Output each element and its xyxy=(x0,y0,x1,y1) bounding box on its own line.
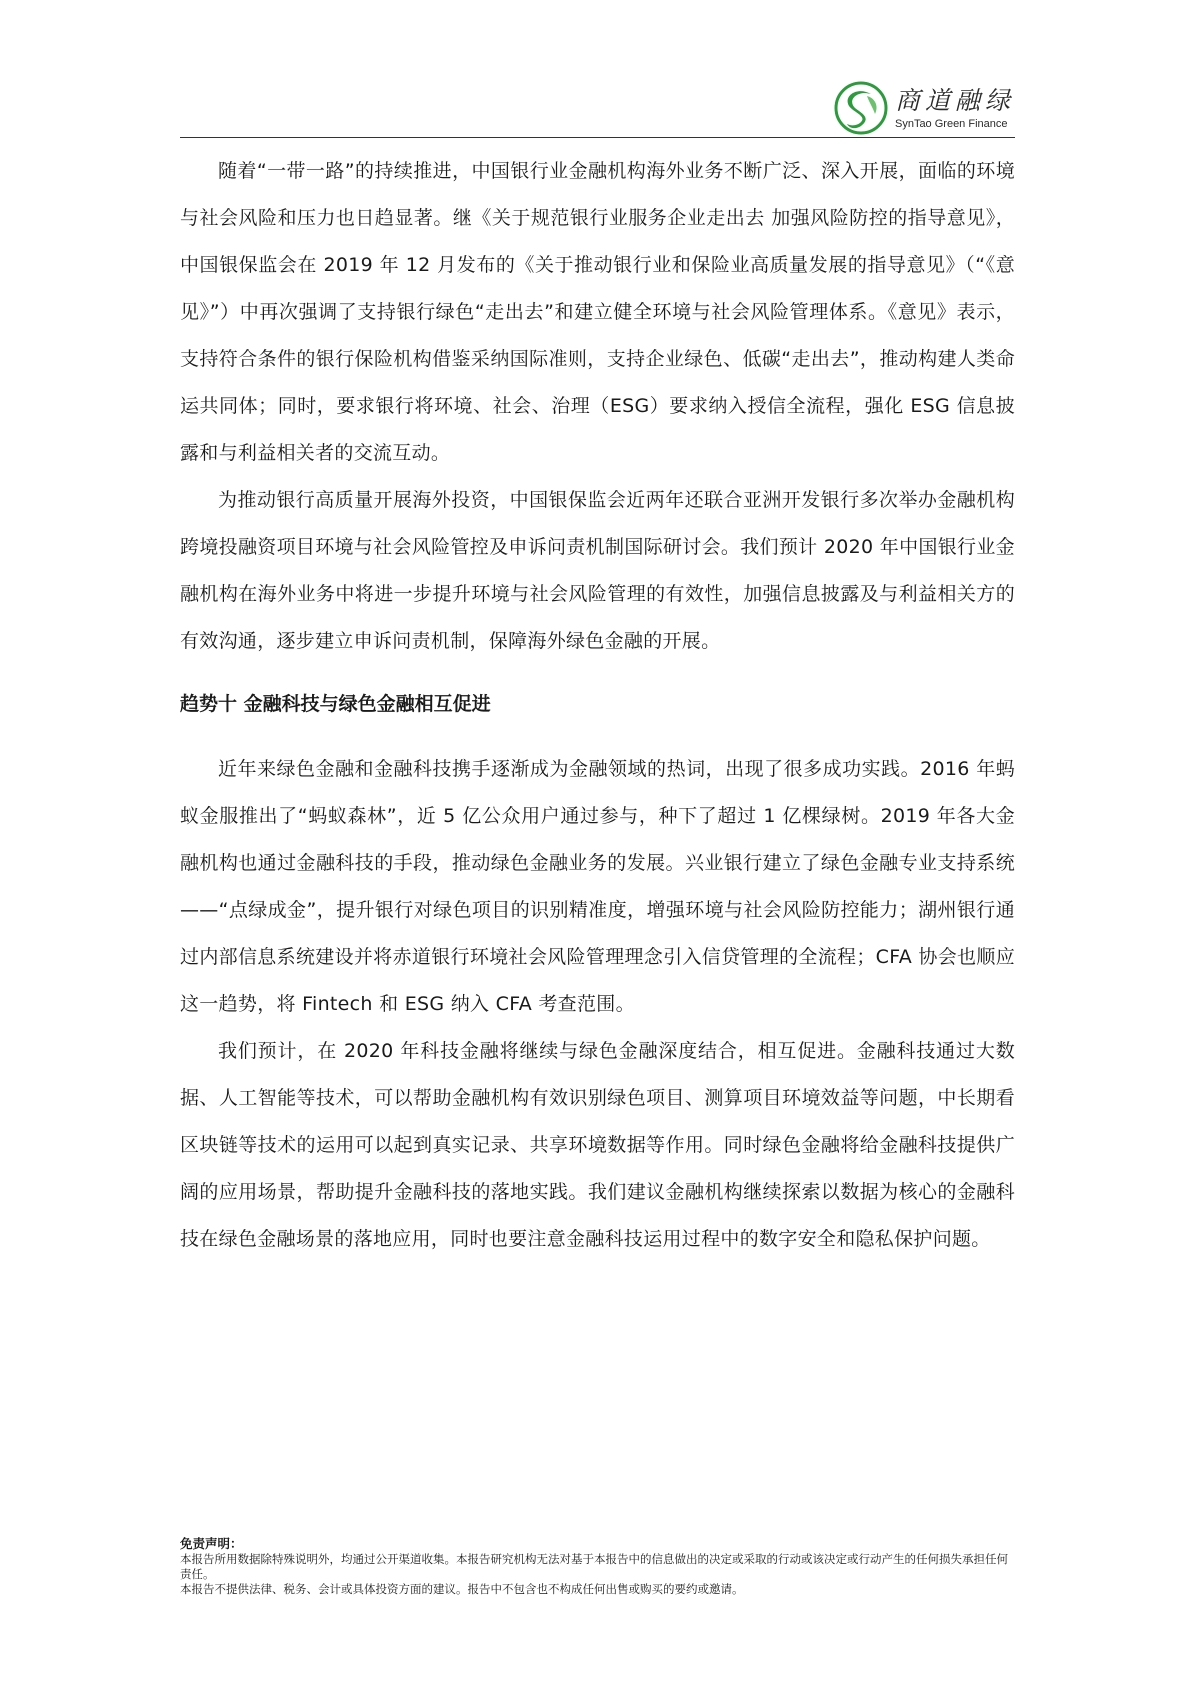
disclaimer-line: 本报告不提供法律、税务、会计或具体投资方面的建议。报告中不包含也不构成任何出售或购买的要约或邀请。 xyxy=(180,1582,744,1596)
paragraph-overseas-investment: 为推动银行高质量开展海外投资，中国银保监会近两年还联合亚洲开发银行多次举办金融机构跨境投融资项目环境与社会风险管控及申诉问责机制国际研讨会。我们预计 2020 年中国银行业金融机构在海外业务中将进一步提升环境与社会风险管理的有效性，加强信息披露及与利益相关方的有效沟通，逐步建立申诉问责机制，保障海外绿色金融的开展。 xyxy=(180,489,1015,652)
header-divider xyxy=(180,137,1015,138)
brand-logo xyxy=(833,78,1015,138)
disclaimer-title: 免责声明： xyxy=(180,1536,243,1551)
report-body xyxy=(180,148,1015,1263)
logo-chinese-name: 商道融绿 xyxy=(894,85,1015,115)
paragraph-fintech-forecast: 我们预计，在 2020 年科技金融将继续与绿色金融深度结合，相互促进。金融科技通过大数据、人工智能等技术，可以帮助金融机构有效识别绿色项目、测算项目环境效益等问题，中长期看区块链等技术的运用可以起到真实记录、共享环境数据等作用。同时绿色金融将给金融科技提供广阔的应用场景，帮助提升金融科技的落地实践。我们建议金融机构继续探索以数据为核心的金融科技在绿色金融场景的落地应用，同时也要注意金融科技运用过程中的数字安全和隐私保护问题。 xyxy=(180,1040,1015,1250)
paragraph-belt-road: 随着“一带一路”的持续推进，中国银行业金融机构海外业务不断广泛、深入开展，面临的环境与社会风险和压力也日趋显著。继《关于规范银行业服务企业走出去 加强风险防控的指导意见》，中国银保监会在 2019 年 12 月发布的《关于推动银行业和保险业高质量发展的指导意见》（“《意见》”）中再次强调了支持银行绿色“走出去”和建立健全环境与社会风险管理体系。《意见》表示，支持符合条件的银行保险机构借鉴采纳国际准则，支持企业绿色、低碳“走出去”，推动构建人类命运共同体；同时，要求银行将环境、社会、治理（ESG）要求纳入授信全流程，强化 ESG 信息披露和与利益相关者的交流互动。 xyxy=(180,160,1015,464)
section-heading-trend-ten: 趋势十 金融科技与绿色金融相互促进 xyxy=(180,693,491,715)
page-header xyxy=(180,78,1015,138)
disclaimer-line: 本报告所用数据除特殊说明外，均通过公开渠道收集。本报告研究机构无法对基于本报告中的信息做出的决定或采取的行动或该决定或行动产生的任何损失承担任何责任。 xyxy=(180,1552,1008,1581)
disclaimer xyxy=(180,1535,1015,1597)
syntao-leaf-icon xyxy=(833,80,889,136)
logo-english-name: SynTao Green Finance xyxy=(894,117,1008,130)
paragraph-fintech-practice: 近年来绿色金融和金融科技携手逐渐成为金融领域的热词，出现了很多成功实践。2016 年蚂蚁金服推出了“蚂蚁森林”，近 5 亿公众用户通过参与，种下了超过 1 亿棵绿树。2019 年各大金融机构也通过金融科技的手段，推动绿色金融业务的发展。兴业银行建立了绿色金融专业支持系统——“点绿成金”，提升银行对绿色项目的识别精准度，增强环境与社会风险防控能力；湖州银行通过内部信息系统建设并将赤道银行环境社会风险管理理念引入信贷管理的全流程；CFA 协会也顺应这一趋势，将 Fintech 和 ESG 纳入 CFA 考查范围。 xyxy=(180,758,1015,1015)
